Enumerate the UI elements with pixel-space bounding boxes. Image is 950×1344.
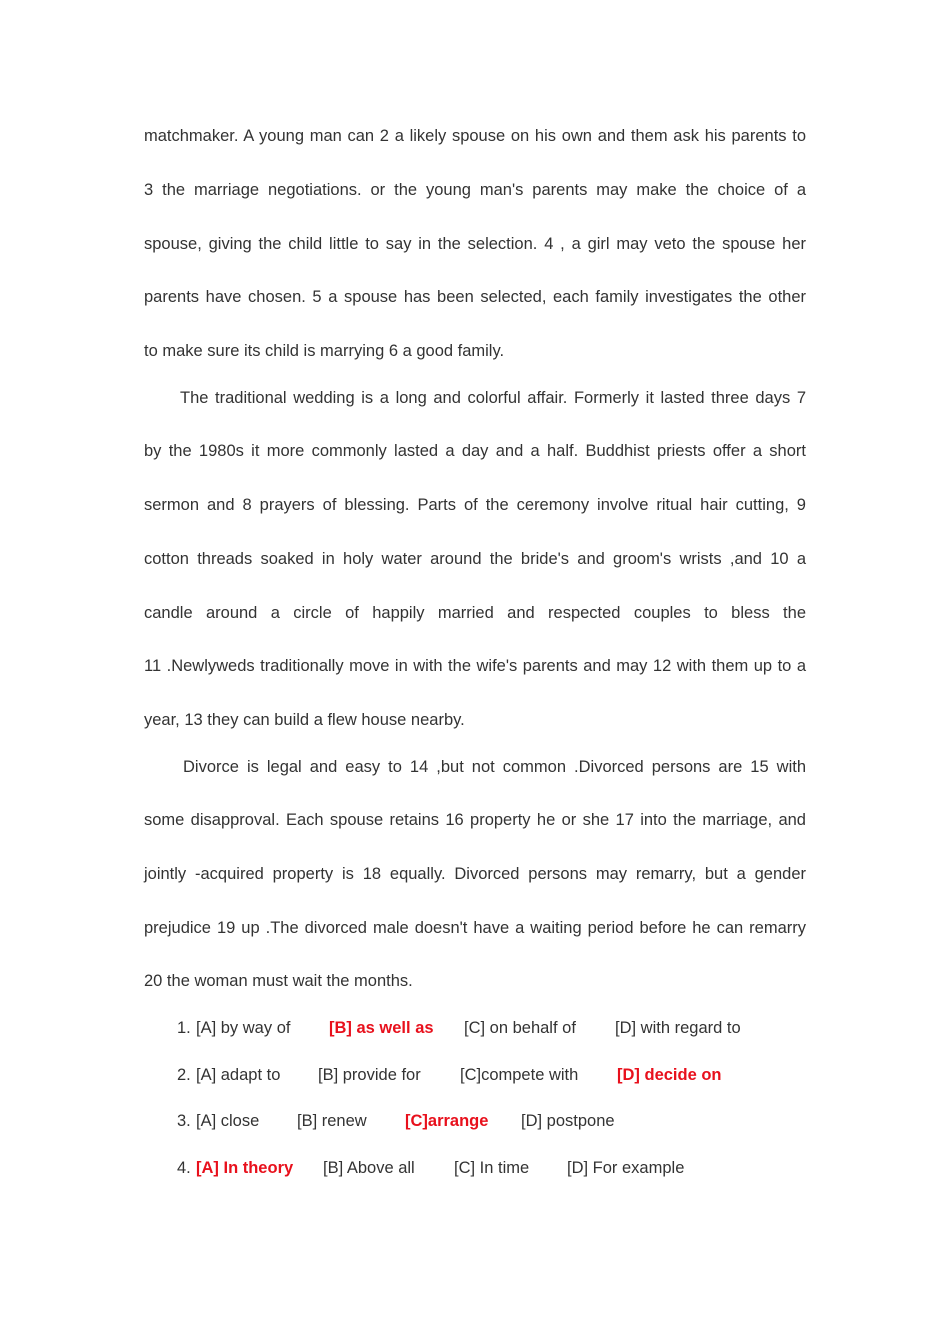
option-c: [C] on behalf of [464, 1019, 576, 1037]
option-c-answer: [C]arrange [405, 1112, 489, 1130]
question-number: 3. [177, 1112, 191, 1130]
option-d: [D] postpone [521, 1112, 615, 1130]
option-d-answer: [D] decide on [617, 1066, 722, 1084]
passage-line: Divorce is legal and easy to 14 ,but not common .Divorced persons are 15 with [183, 758, 806, 776]
option-a: [A] by way of [196, 1019, 291, 1037]
passage-line: 11 .Newlyweds traditionally move in with the wife's parents and may 12 with them up to a [144, 657, 806, 675]
option-b: [B] provide for [318, 1066, 421, 1084]
option-b: [B] Above all [323, 1159, 415, 1177]
passage-line: The traditional wedding is a long and colorful affair. Formerly it lasted three days 7 [180, 389, 806, 407]
option-d: [D] with regard to [615, 1019, 741, 1037]
passage-line: by the 1980s it more commonly lasted a day and a half. Buddhist priests offer a short [144, 442, 806, 460]
passage-line: some disapproval. Each spouse retains 16 property he or she 17 into the marriage, and [144, 811, 806, 829]
passage-line: candle around a circle of happily married and respected couples to bless the [144, 604, 806, 622]
option-a: [A] close [196, 1112, 260, 1130]
question-number: 2. [177, 1066, 191, 1084]
passage-line: jointly -acquired property is 18 equally. Divorced persons may remarry, but a gender [144, 865, 806, 883]
option-c: [C]compete with [460, 1066, 579, 1084]
option-a: [A] adapt to [196, 1066, 281, 1084]
option-b-answer: [B] as well as [329, 1019, 434, 1037]
passage-line: prejudice 19 up .The divorced male doesn't have a waiting period before he can remarry [144, 919, 806, 937]
passage-line: year, 13 they can build a flew house nearby. [144, 711, 465, 729]
passage-line: sermon and 8 prayers of blessing. Parts of the ceremony involve ritual hair cutting, 9 [144, 496, 806, 514]
option-a-answer: [A] In theory [196, 1159, 294, 1177]
passage-line: matchmaker. A young man can 2 a likely spouse on his own and them ask his parents to [144, 127, 806, 145]
option-d: [D] For example [567, 1159, 685, 1177]
passage-line: parents have chosen. 5 a spouse has been selected, each family investigates the other [144, 288, 806, 306]
passage-line: 3 the marriage negotiations. or the young man's parents may make the choice of a [144, 181, 806, 199]
passage-line: 20 the woman must wait the months. [144, 972, 413, 990]
question-number: 1. [177, 1019, 191, 1037]
passage-line: to make sure its child is marrying 6 a good family. [144, 342, 505, 360]
option-c: [C] In time [454, 1159, 530, 1177]
passage-line: cotton threads soaked in holy water around the bride's and groom's wrists ,and 10 a [144, 550, 806, 568]
option-b: [B] renew [297, 1112, 367, 1130]
question-number: 4. [177, 1159, 191, 1177]
passage-line: spouse, giving the child little to say in the selection. 4 , a girl may veto the spouse her [144, 235, 806, 253]
